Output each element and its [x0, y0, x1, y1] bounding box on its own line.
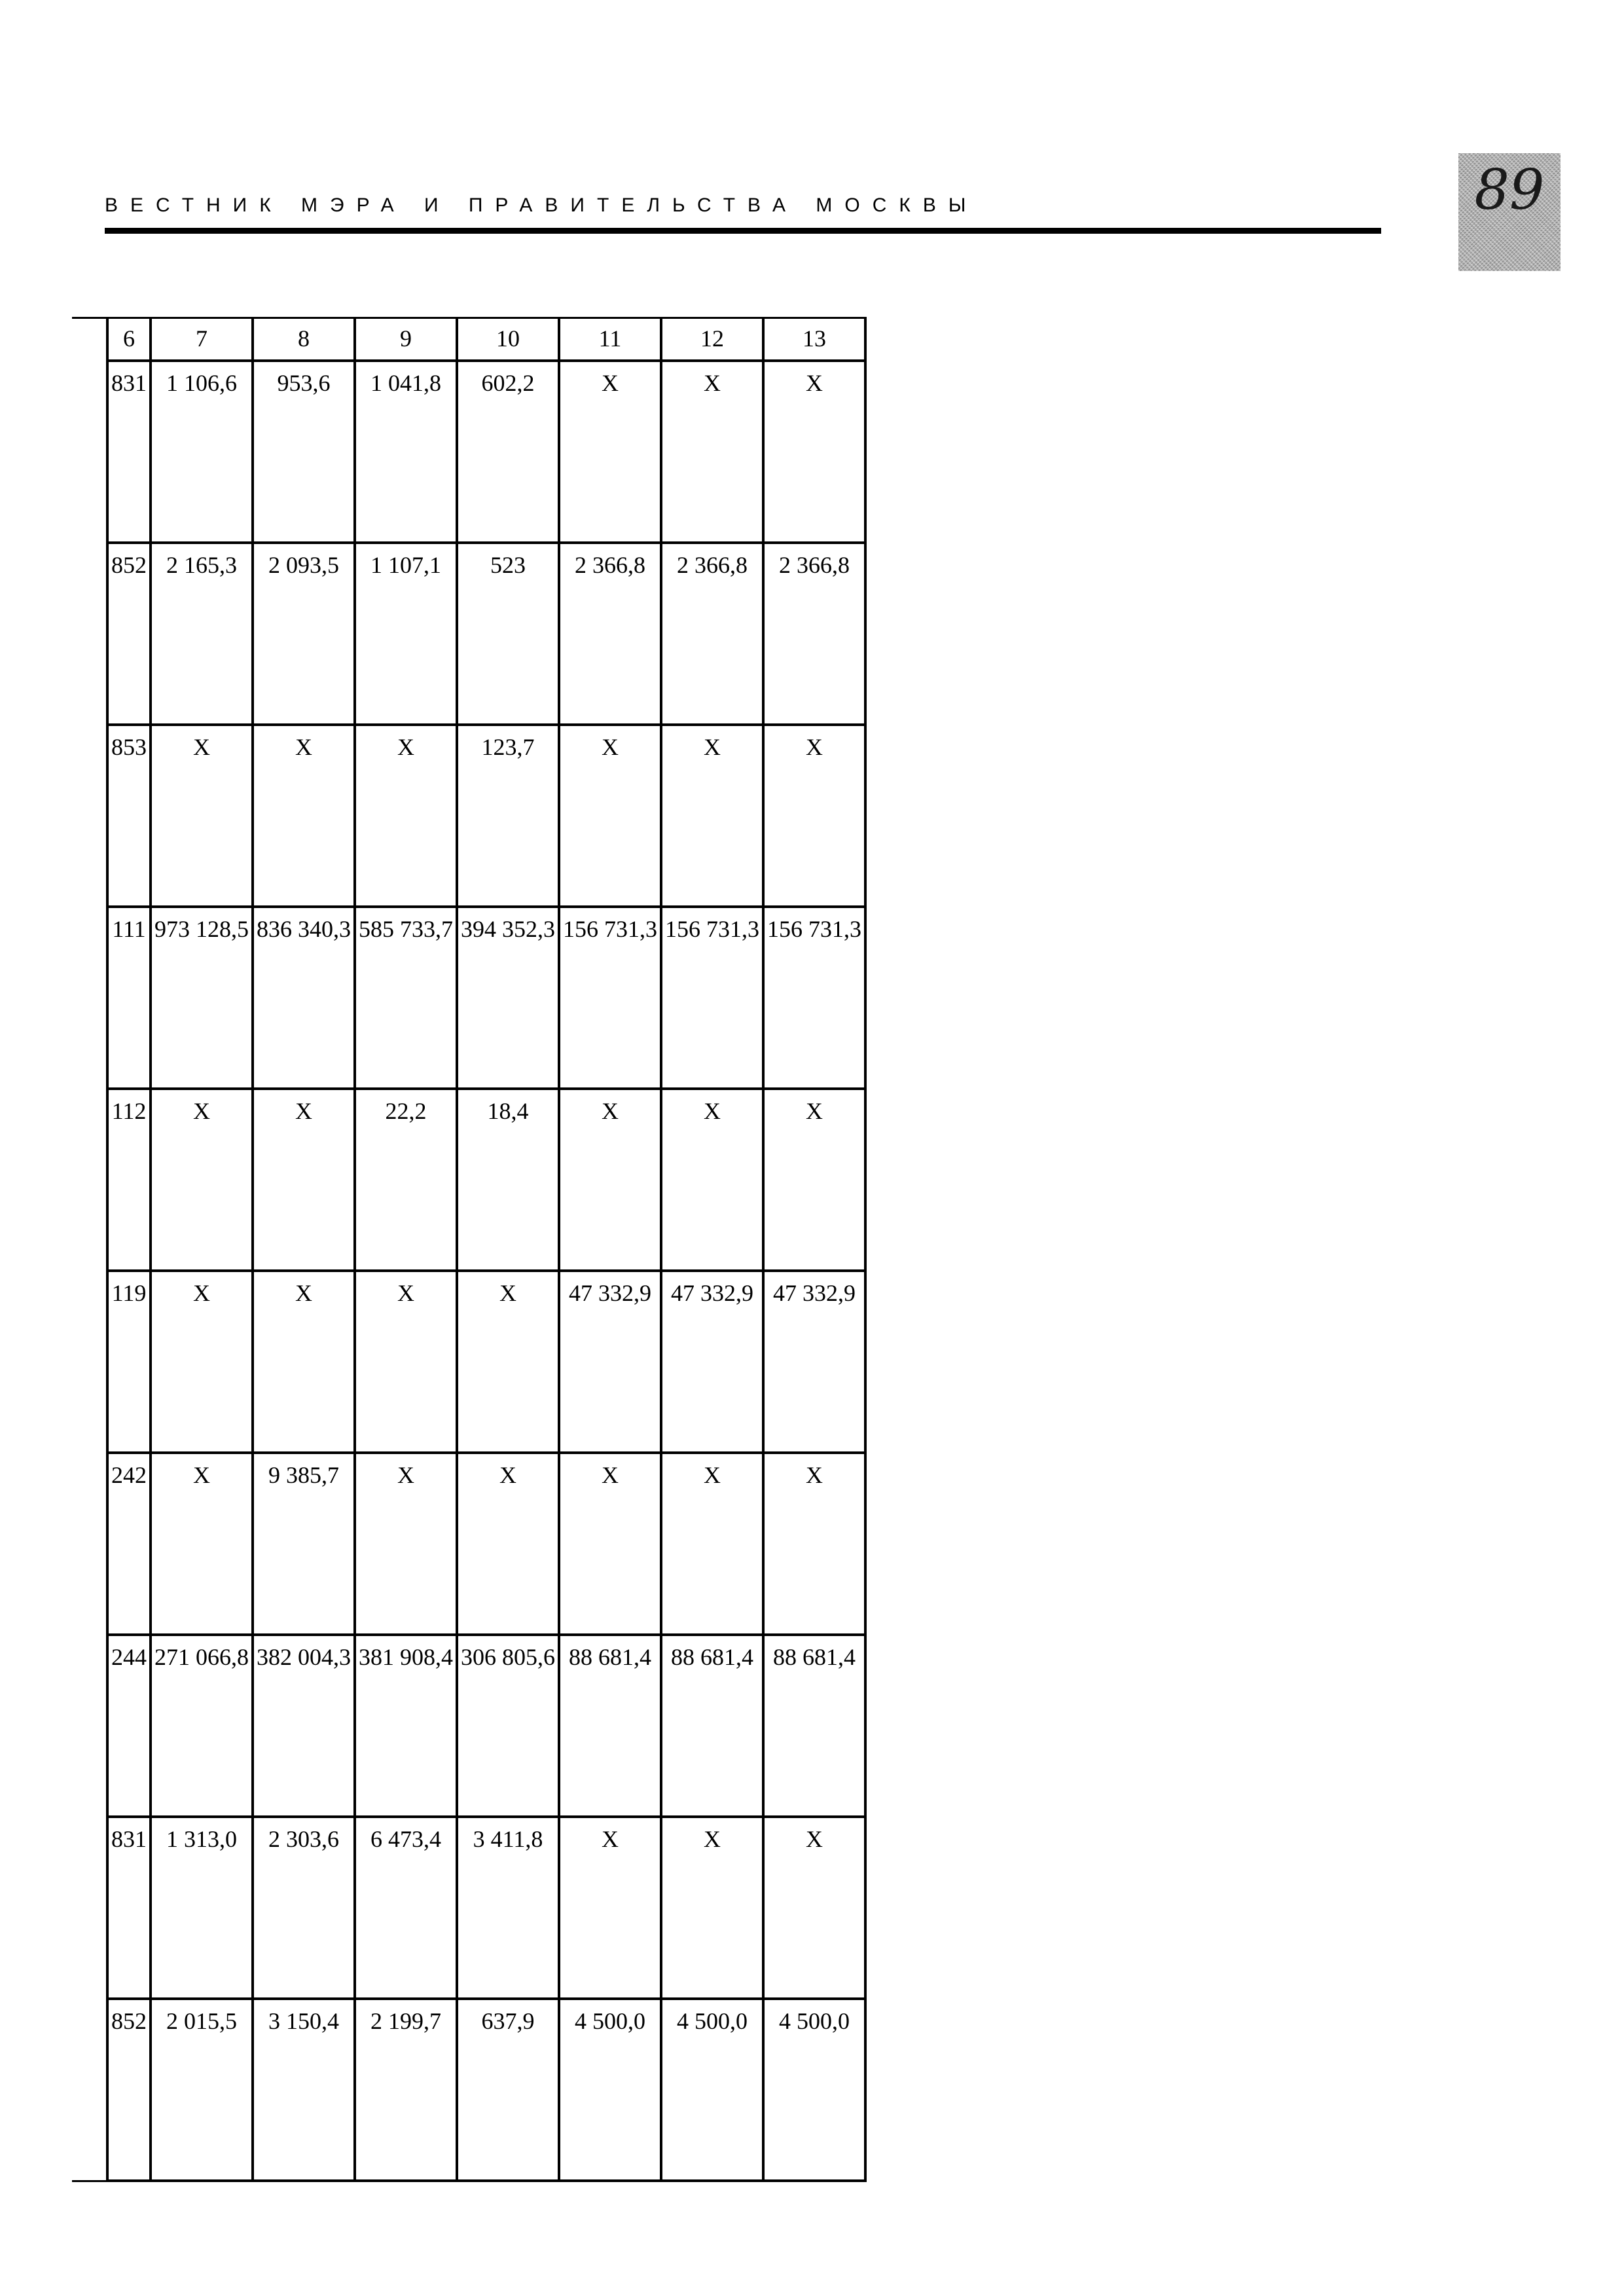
column-header: 6: [107, 318, 151, 361]
table-cell: 271 066,8: [151, 1635, 253, 1817]
column-header: 11: [559, 318, 661, 361]
table-row: [107, 1089, 865, 1271]
table-cell: 523: [457, 543, 559, 725]
table-cell: 2 199,7: [355, 1999, 457, 2181]
column-header: 9: [355, 318, 457, 361]
table-row: [107, 907, 865, 1089]
column-header: 7: [151, 318, 253, 361]
table-cell: 242: [107, 1453, 151, 1635]
table-cell: 2 366,8: [763, 543, 865, 725]
table-cell: Х: [661, 1453, 763, 1635]
table-cell: 47 332,9: [559, 1271, 661, 1453]
table-cell: 156 731,3: [763, 907, 865, 1089]
table-cell: Х: [151, 725, 253, 907]
table-cell: 1 106,6: [151, 361, 253, 543]
table-cell: Х: [763, 725, 865, 907]
page-number-badge: [1458, 153, 1561, 271]
table-cell: 637,9: [457, 1999, 559, 2181]
table-cell: 306 805,6: [457, 1635, 559, 1817]
table-cell: Х: [151, 1271, 253, 1453]
table-cell: Х: [763, 1453, 865, 1635]
table-row: [107, 725, 865, 907]
table-left-stub-bottom: [72, 2180, 106, 2182]
table-cell: 111: [107, 907, 151, 1089]
table-cell: 47 332,9: [661, 1271, 763, 1453]
table-cell: Х: [253, 1271, 355, 1453]
table-cell: 852: [107, 543, 151, 725]
table-cell: 244: [107, 1635, 151, 1817]
table-cell: 9 385,7: [253, 1453, 355, 1635]
table-cell: 6 473,4: [355, 1817, 457, 1999]
table-cell: 382 004,3: [253, 1635, 355, 1817]
table-cell: 88 681,4: [661, 1635, 763, 1817]
table-cell: 112: [107, 1089, 151, 1271]
table-cell: 2 015,5: [151, 1999, 253, 2181]
table-cell: 1 313,0: [151, 1817, 253, 1999]
table-row: [107, 1453, 865, 1635]
table-cell: 381 908,4: [355, 1635, 457, 1817]
table-cell: 836 340,3: [253, 907, 355, 1089]
table-cell: 4 500,0: [559, 1999, 661, 2181]
header-rule: [105, 228, 1381, 234]
table-cell: Х: [763, 361, 865, 543]
table-cell: 2 303,6: [253, 1817, 355, 1999]
table-cell: 156 731,3: [661, 907, 763, 1089]
table-cell: Х: [559, 1089, 661, 1271]
table-cell: 2 366,8: [661, 543, 763, 725]
table-cell: 47 332,9: [763, 1271, 865, 1453]
table-cell: Х: [559, 1817, 661, 1999]
table-cell: 973 128,5: [151, 907, 253, 1089]
table-cell: Х: [559, 725, 661, 907]
table-cell: 18,4: [457, 1089, 559, 1271]
table-cell: Х: [151, 1089, 253, 1271]
table-cell: 4 500,0: [661, 1999, 763, 2181]
table-cell: Х: [151, 1453, 253, 1635]
table-cell: Х: [661, 361, 763, 543]
table-cell: 3 150,4: [253, 1999, 355, 2181]
table-cell: 394 352,3: [457, 907, 559, 1089]
table-cell: Х: [457, 1453, 559, 1635]
column-header: 12: [661, 318, 763, 361]
table-cell: Х: [355, 1453, 457, 1635]
table-cell: 853: [107, 725, 151, 907]
table-cell: 2 165,3: [151, 543, 253, 725]
page-header-title: ВЕСТНИК МЭРА И ПРАВИТЕЛЬСТВА МОСКВЫ: [105, 194, 979, 216]
table-cell: 2 093,5: [253, 543, 355, 725]
table-cell: Х: [253, 725, 355, 907]
table-cell: 88 681,4: [559, 1635, 661, 1817]
table-cell: Х: [763, 1089, 865, 1271]
table-cell: Х: [661, 1817, 763, 1999]
column-header: 13: [763, 318, 865, 361]
budget-table: [106, 317, 867, 2182]
table-row: [107, 1635, 865, 1817]
table-cell: Х: [457, 1271, 559, 1453]
table-cell: Х: [355, 725, 457, 907]
table-cell: Х: [355, 1271, 457, 1453]
column-header: 8: [253, 318, 355, 361]
table-body: [107, 361, 865, 2181]
table-cell: Х: [253, 1089, 355, 1271]
table-left-stub-top: [72, 317, 106, 319]
table-cell: 585 733,7: [355, 907, 457, 1089]
table-cell: 22,2: [355, 1089, 457, 1271]
table-cell: 119: [107, 1271, 151, 1453]
table-cell: Х: [661, 1089, 763, 1271]
column-header: 10: [457, 318, 559, 361]
table-cell: Х: [559, 1453, 661, 1635]
page-number: 89: [1474, 158, 1545, 222]
table-cell: 4 500,0: [763, 1999, 865, 2181]
table-cell: 852: [107, 1999, 151, 2181]
table-cell: 602,2: [457, 361, 559, 543]
table-cell: 1 107,1: [355, 543, 457, 725]
table-cell: Х: [661, 725, 763, 907]
table-header-row: [107, 318, 865, 361]
table-cell: Х: [763, 1817, 865, 1999]
table-cell: 123,7: [457, 725, 559, 907]
table-row: [107, 1817, 865, 1999]
table-row: [107, 361, 865, 543]
table-cell: 3 411,8: [457, 1817, 559, 1999]
table-row: [107, 1999, 865, 2181]
table-cell: 831: [107, 1817, 151, 1999]
table-cell: Х: [559, 361, 661, 543]
table-cell: 831: [107, 361, 151, 543]
table-cell: 953,6: [253, 361, 355, 543]
table-cell: 1 041,8: [355, 361, 457, 543]
table-cell: 88 681,4: [763, 1635, 865, 1817]
table-cell: 156 731,3: [559, 907, 661, 1089]
table-row: [107, 1271, 865, 1453]
table-cell: 2 366,8: [559, 543, 661, 725]
table-row: [107, 543, 865, 725]
